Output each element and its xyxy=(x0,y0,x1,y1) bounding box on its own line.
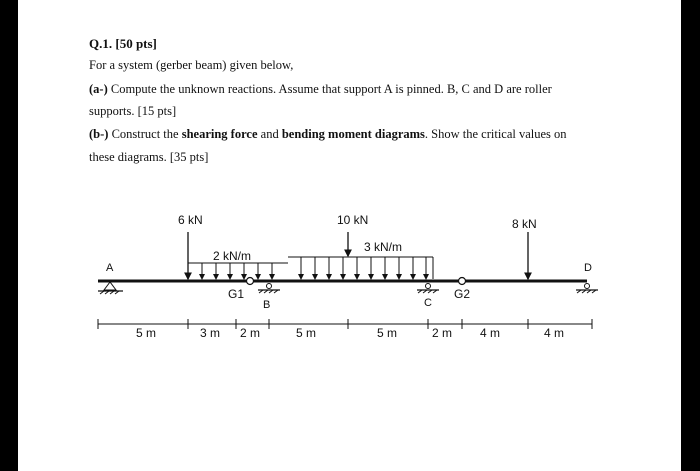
hinge-g1-label: G1 xyxy=(228,287,245,301)
hinge-g2 xyxy=(459,278,466,285)
part-b-label: (b-) xyxy=(89,127,109,141)
dim-label-6: 2 m xyxy=(432,326,453,340)
question-intro: For a system (gerber beam) given below, xyxy=(89,58,294,72)
dim-label-4: 5 m xyxy=(296,326,317,340)
question-sheet xyxy=(18,0,681,471)
part-b-line-2: these diagrams. [35 pts] xyxy=(89,150,209,164)
udl-3-load xyxy=(288,257,433,279)
support-a-label: A xyxy=(106,262,114,274)
support-b-roller xyxy=(258,284,280,294)
udl-2-load xyxy=(188,263,288,279)
part-b-text-mid: and xyxy=(257,127,282,141)
support-a-pin xyxy=(98,282,123,294)
support-c-label: C xyxy=(424,297,432,309)
part-b-text-pre: Construct the xyxy=(108,127,182,141)
udl-3-label: 3 kN/m xyxy=(364,240,403,254)
dim-label-8: 4 m xyxy=(544,326,565,340)
dim-label-2: 3 m xyxy=(200,326,221,340)
support-b-label: B xyxy=(263,299,271,311)
part-b-bold-moment: bending moment diagrams xyxy=(281,127,425,141)
hinge-g2-label: G2 xyxy=(454,287,471,301)
part-a-line-2: supports. [15 pts] xyxy=(89,104,177,118)
point-load-8-label: 8 kN xyxy=(512,217,537,231)
part-a-text: Compute the unknown reactions. Assume that support A is pinned. B, C and D are roller xyxy=(107,82,552,96)
part-a-label: (a-) xyxy=(89,82,108,96)
udl-2-label: 2 kN/m xyxy=(213,249,252,263)
point-load-10-label: 10 kN xyxy=(337,213,369,227)
part-b-text-post: . Show the critical values on xyxy=(424,127,567,141)
hinge-g1 xyxy=(247,278,254,285)
dim-label-1: 5 m xyxy=(136,326,157,340)
question-heading: Q.1. [50 pts] xyxy=(89,36,157,51)
point-load-6-label: 6 kN xyxy=(178,213,203,227)
support-d-roller xyxy=(576,284,598,294)
dimension-line xyxy=(98,319,592,329)
dim-label-5: 5 m xyxy=(377,326,398,340)
support-d-label: D xyxy=(584,262,592,274)
beam-diagram xyxy=(18,0,681,471)
dim-label-7: 4 m xyxy=(480,326,501,340)
support-c-roller xyxy=(417,284,439,294)
dim-label-3: 2 m xyxy=(240,326,261,340)
part-b-bold-shear: shearing force xyxy=(181,127,258,141)
